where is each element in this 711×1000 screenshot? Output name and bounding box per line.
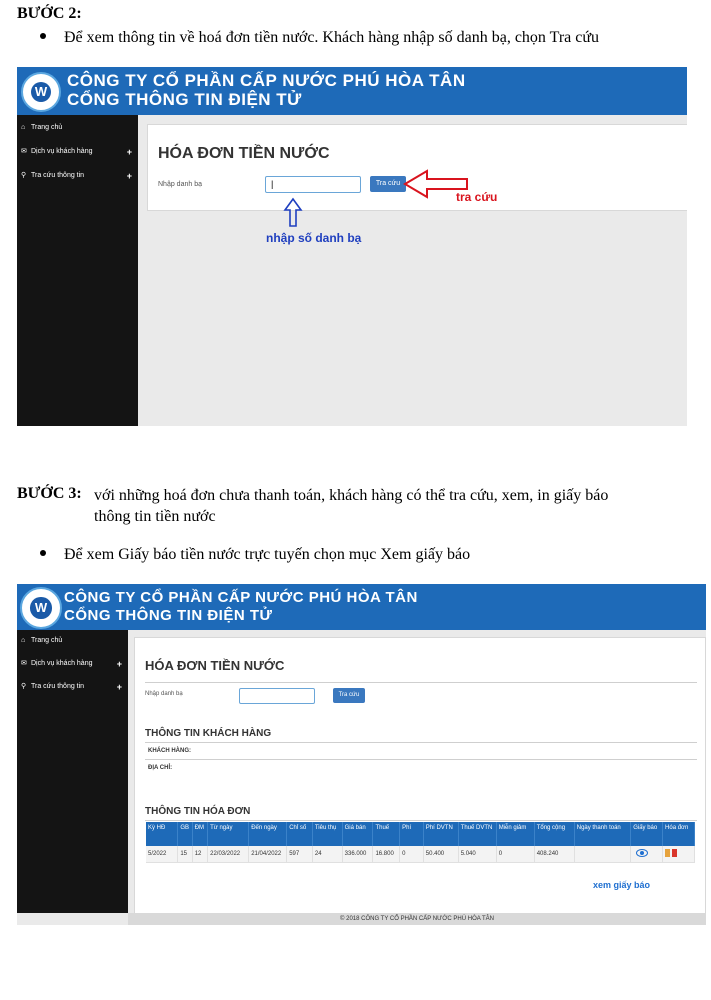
column-header: Phí DVTN xyxy=(423,822,458,846)
search-icon: ⚲ xyxy=(21,683,27,690)
table-cell xyxy=(574,846,630,863)
table-cell: 12 xyxy=(192,846,207,863)
annotation-xem-giay-bao: xem giấy báo xyxy=(593,880,651,890)
expand-plus-icon[interactable]: + xyxy=(126,147,132,157)
column-header: Thuế DVTN xyxy=(458,822,496,846)
column-header: Tiêu thụ xyxy=(312,822,342,846)
column-header: Đến ngày xyxy=(249,822,287,846)
table-cell: 0 xyxy=(496,846,534,863)
eye-icon[interactable] xyxy=(636,849,648,857)
table-cell: 408.240 xyxy=(534,846,574,863)
sidebar-item-lookup[interactable]: ⚲ Tra cứu thông tin + xyxy=(21,171,132,181)
column-header: Hóa đơn xyxy=(663,822,695,846)
divider xyxy=(145,820,697,821)
column-header: Từ ngày xyxy=(208,822,249,846)
contract-number-input[interactable] xyxy=(239,688,315,704)
table-cell: 5/2022 xyxy=(146,846,178,863)
table-cell: 16.800 xyxy=(373,846,400,863)
table-cell: 15 xyxy=(178,846,192,863)
envelope-icon: ✉ xyxy=(21,660,27,667)
sidebar xyxy=(17,630,128,913)
table-cell: 336.000 xyxy=(342,846,373,863)
search-button[interactable]: Tra cứu xyxy=(370,176,406,192)
company-logo-icon xyxy=(20,587,62,629)
column-header: Ngày thanh toán xyxy=(574,822,630,846)
xml-file-icon[interactable] xyxy=(665,849,670,857)
invoice-detail-panel xyxy=(134,637,706,915)
sidebar-item-lookup[interactable]: ⚲ Tra cứu thông tin + xyxy=(21,682,122,692)
divider xyxy=(145,742,697,743)
table-cell: 50.400 xyxy=(423,846,458,863)
table-cell: 22/03/2022 xyxy=(208,846,249,863)
divider xyxy=(145,759,697,760)
portal-name: CỔNG THÔNG TIN ĐIỆN TỬ xyxy=(67,90,302,109)
view-notice-cell xyxy=(631,846,663,863)
page-footer: © 2018 CÔNG TY CỔ PHẦN CẤP NƯỚC PHÚ HÒA TÂN xyxy=(128,913,706,925)
column-header: Kỳ HĐ xyxy=(146,822,178,846)
page-title: HÓA ĐƠN TIỀN NƯỚC xyxy=(145,658,285,673)
page-title: HÓA ĐƠN TIỀN NƯỚC xyxy=(158,145,330,162)
divider xyxy=(145,682,697,683)
annotation-nhap-so-danh-ba: nhập số danh bạ xyxy=(266,231,362,245)
expand-plus-icon[interactable]: + xyxy=(116,682,122,692)
logo-letter: W xyxy=(30,597,51,618)
sidebar-item-home[interactable]: ⌂ Trang chủ xyxy=(17,121,138,135)
step3-bullet-text: Để xem Giấy báo tiền nước trực tuyến chọn mục Xem giấy báo xyxy=(64,546,471,563)
home-icon: ⌂ xyxy=(21,637,26,644)
column-header: GB xyxy=(178,822,192,846)
table-cell: 5.040 xyxy=(458,846,496,863)
pdf-file-icon[interactable] xyxy=(672,849,677,857)
table-cell: 21/04/2022 xyxy=(249,846,287,863)
column-header: Phí xyxy=(400,822,424,846)
customer-section-title: THÔNG TIN KHÁCH HÀNG xyxy=(145,728,272,739)
step3-text-line2: thông tin tiền nước xyxy=(94,508,216,525)
invoice-section-title: THÔNG TIN HÓA ĐƠN xyxy=(145,806,251,817)
expand-plus-icon[interactable]: + xyxy=(126,171,132,181)
table-cell: 0 xyxy=(400,846,424,863)
column-header: Thuế xyxy=(373,822,400,846)
sidebar-item-home[interactable]: ⌂ Trang chủ xyxy=(17,634,128,648)
blue-up-arrow-icon xyxy=(285,199,301,226)
company-name: CÔNG TY CỔ PHẦN CẤP NƯỚC PHÚ HÒA TÂN xyxy=(64,589,418,606)
step2-bullet-text: Để xem thông tin về hoá đơn tiền nước. Khách hàng nhập số danh bạ, chọn Tra cứu xyxy=(64,29,600,46)
portal-banner xyxy=(17,584,706,630)
contract-number-input[interactable]: | xyxy=(265,176,361,193)
search-icon: ⚲ xyxy=(21,172,27,179)
input-label: Nhập danh bạ xyxy=(145,691,183,697)
table-header-row xyxy=(146,822,695,846)
annotation-tra-cuu: tra cứu xyxy=(456,190,498,204)
column-header: Miễn giảm xyxy=(496,822,534,846)
step3-text-line1: với những hoá đơn chưa thanh toán, khách hàng có thể tra cứu, xem, in giấy báo xyxy=(94,487,609,504)
invoice-files-cell xyxy=(663,846,695,863)
company-name: CÔNG TY CỔ PHẦN CẤP NƯỚC PHÚ HÒA TÂN xyxy=(67,71,466,90)
column-header: Giá bán xyxy=(342,822,373,846)
column-header: Tổng cộng xyxy=(534,822,574,846)
customer-name-label: KHÁCH HÀNG: xyxy=(148,748,191,754)
search-button[interactable]: Tra cứu xyxy=(333,688,365,703)
step3-bullet xyxy=(40,546,470,564)
address-label: ĐỊA CHỈ: xyxy=(148,765,173,771)
screenshot-step3 xyxy=(17,584,706,925)
bullet-dot-icon xyxy=(40,550,46,556)
input-label: Nhập danh bạ xyxy=(158,181,202,188)
table-cell: 597 xyxy=(287,846,313,863)
sidebar-item-customer-service[interactable]: ✉ Dịch vụ khách hàng + xyxy=(21,147,132,157)
home-icon: ⌂ xyxy=(21,124,26,131)
column-header: Chỉ số xyxy=(287,822,313,846)
step3-title: BƯỚC 3: xyxy=(17,485,82,502)
expand-plus-icon[interactable]: + xyxy=(116,659,122,669)
portal-name: CỔNG THÔNG TIN ĐIỆN TỬ xyxy=(64,607,273,624)
table-row xyxy=(146,846,695,863)
table-cell: 24 xyxy=(312,846,342,863)
column-header: Giấy báo xyxy=(631,822,663,846)
step2-title: BƯỚC 2: xyxy=(17,5,82,22)
invoice-table xyxy=(146,822,695,863)
envelope-icon: ✉ xyxy=(21,148,27,155)
logo-letter: W xyxy=(31,82,51,102)
column-header: ĐM xyxy=(192,822,207,846)
sidebar-item-customer-service[interactable]: ✉ Dịch vụ khách hàng + xyxy=(21,659,122,669)
